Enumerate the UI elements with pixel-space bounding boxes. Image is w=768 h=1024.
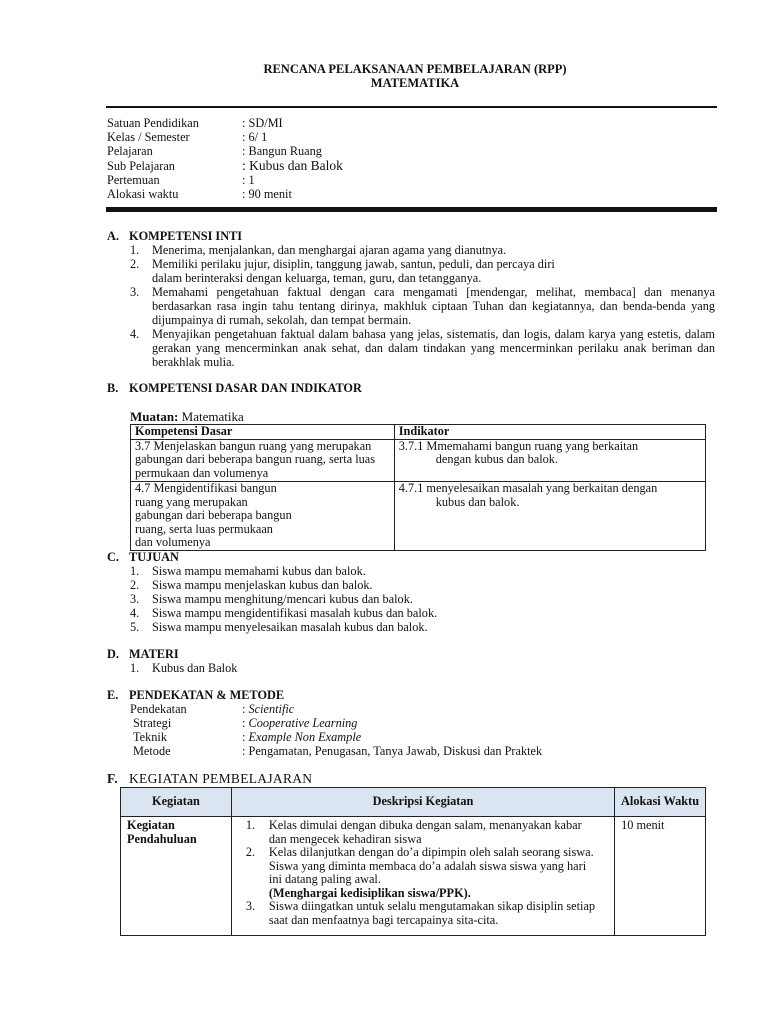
list-text: Siswa mampu menjelaskan kubus dan balok. — [152, 578, 373, 592]
muatan-line — [130, 409, 244, 425]
metode-separator: : — [242, 730, 249, 744]
list-item — [130, 606, 715, 620]
table-cell: Kegiatan Pendahuluan — [121, 817, 232, 936]
list-text: Memahami pengetahuan faktual dengan cara mengamati [mendengar, melihat, membaca] dan menanya berdasarkan rasa ingin tahu tentang dirinya, makhluk ciptaan Tuhan dan kegiatannya, dan benda-benda yang dijumpainya di rumah, sekolah, dan tempat bermain. — [152, 285, 715, 327]
kompetensi-dasar-table — [130, 424, 706, 551]
list-text-continued: dalam berinteraksi dengan keluarga, teman, guru, dan tetangganya. — [152, 271, 482, 285]
metode-value-text: Pengamatan, Penugasan, Tanya Jawab, Diskusi dan Praktek — [248, 744, 543, 758]
indikator-text-continued: dengan kubus dan balok. — [435, 452, 559, 466]
metode-value — [242, 730, 361, 744]
metode-separator: : — [242, 744, 249, 758]
section-title: KOMPETENSI DASAR DAN INDIKATOR — [129, 381, 362, 395]
kompetensi-inti-list — [130, 243, 715, 369]
list-text: Siswa mampu menghitung/mencari kubus dan balok. — [152, 592, 413, 606]
top-rule — [106, 106, 717, 108]
metode-label: Pendekatan — [130, 702, 187, 716]
table-header: Kegiatan — [121, 788, 232, 817]
metode-label: Metode — [133, 744, 171, 758]
list-item — [130, 243, 715, 257]
section-e-heading — [107, 688, 284, 703]
list-number: 4. — [130, 327, 140, 341]
list-number: 3. — [130, 285, 140, 299]
list-number: 2. — [245, 845, 256, 859]
metode-label: Teknik — [133, 730, 167, 744]
list-item — [238, 900, 600, 927]
table-header: Indikator — [394, 425, 705, 440]
list-text: Kelas dilanjutkan dengan do’a dipimpin oleh salah seorang siswa. Siswa yang diminta membaca do’a adalah siswa siswa yang hari ini datang paling awal. — [268, 845, 594, 886]
list-text: Kelas dimulai dengan dibuka dengan salam, menanyakan kabar dan mengecek kehadiran siswa — [268, 818, 582, 846]
identity-value: : Kubus dan Balok — [242, 158, 343, 173]
metode-separator: : — [242, 702, 249, 716]
table-header: Alokasi Waktu — [615, 788, 706, 817]
metode-value — [242, 702, 294, 716]
table-cell: 4.7 Mengidentifikasi bangun ruang yang merupakan gabungan dari beberapa bangun ruang, serta luas permukaan dan volumenya — [131, 482, 395, 551]
section-letter: F. — [107, 771, 118, 786]
indikator-text: 3.7.1 Mmemahami bangun ruang yang berkaitan — [398, 438, 639, 453]
identity-value: : 6/ 1 — [242, 130, 268, 144]
table-cell: 3.7 Menjelaskan bangun ruang yang merupakan gabungan dari beberapa bangun ruang, serta luas permukaan dan volumenya — [131, 439, 395, 482]
section-title: PENDEKATAN & METODE — [129, 688, 285, 702]
list-number: 3. — [130, 592, 140, 606]
list-item — [130, 257, 715, 285]
table-cell — [394, 482, 705, 551]
metode-value — [242, 744, 542, 758]
identity-value: : SD/MI — [242, 116, 283, 130]
section-title: TUJUAN — [129, 550, 179, 564]
muatan-label: Muatan: — [130, 409, 179, 424]
section-a-heading — [107, 229, 242, 244]
identity-label: Satuan Pendidikan — [107, 116, 199, 130]
list-text: Kubus dan Balok — [152, 661, 238, 675]
identity-label: Alokasi waktu — [107, 187, 179, 201]
metode-value-text: Cooperative Learning — [248, 716, 358, 730]
thick-rule — [106, 207, 717, 212]
metode-label: Strategi — [133, 716, 172, 730]
table-header: Kompetensi Dasar — [131, 425, 395, 440]
list-text: Siswa diingatkan untuk selalu mengutamakan sikap disiplin setiap saat dan menfaatnya bagi tercapainya sita-cita. — [268, 899, 596, 927]
list-item — [238, 846, 600, 900]
section-b-heading — [107, 381, 362, 396]
identity-value: : 1 — [242, 173, 255, 187]
section-c-heading — [107, 550, 179, 565]
table-row — [121, 817, 706, 936]
section-title: KEGIATAN PEMBELAJARAN — [129, 771, 313, 786]
list-item — [130, 327, 715, 369]
table-cell: 10 menit — [615, 817, 706, 936]
metode-separator: : — [242, 716, 249, 730]
section-letter: C. — [107, 550, 119, 564]
muatan-value: Matematika — [178, 409, 244, 424]
list-item — [130, 620, 715, 634]
table-cell — [231, 817, 614, 936]
list-number: 1. — [245, 818, 256, 832]
list-item — [130, 564, 715, 578]
document-title: RENCANA PELAKSANAAN PEMBELAJARAN (RPP) — [263, 62, 567, 76]
list-item — [130, 285, 715, 327]
list-number: 2. — [130, 578, 140, 592]
table-cell — [394, 439, 705, 482]
list-item — [130, 592, 715, 606]
identity-label: Kelas / Semester — [107, 130, 190, 144]
list-number: 5. — [130, 620, 140, 634]
list-item — [238, 819, 600, 846]
section-letter: D. — [107, 647, 119, 661]
section-f-heading — [107, 771, 312, 787]
table-header: Deskripsi Kegiatan — [231, 788, 614, 817]
metode-value — [242, 716, 357, 730]
identity-label: Sub Pelajaran — [107, 159, 175, 173]
deskripsi-list — [238, 819, 600, 927]
list-text: Menyajikan pengetahuan faktual dalam bahasa yang jelas, sistematis, dan logis, dalam karya yang estetis, dalam gerakan yang mencerminkan anak sehat, dan dalam tindakan yang mencerminkan perilaku anak beriman dan berakhlak mulia. — [152, 327, 715, 369]
list-number: 1. — [130, 243, 140, 257]
identity-label: Pertemuan — [107, 173, 160, 187]
table-header-row — [131, 425, 706, 440]
section-letter: E. — [107, 688, 119, 702]
kegiatan-table — [120, 787, 706, 936]
list-text: Siswa mampu memahami kubus dan balok. — [152, 564, 366, 578]
tujuan-list — [130, 564, 715, 634]
table-row — [131, 439, 706, 482]
identity-label: Pelajaran — [107, 144, 153, 158]
list-number: 4. — [130, 606, 140, 620]
identity-value: : 90 menit — [242, 187, 292, 201]
ppk-note: (Menghargai kedisiplikan siswa/PPK). — [268, 885, 471, 900]
document-subtitle: MATEMATIKA — [370, 76, 460, 90]
list-number: 1. — [130, 564, 140, 578]
metode-value-text: Example Non Example — [248, 730, 362, 744]
section-title: KOMPETENSI INTI — [129, 229, 243, 243]
list-text: Menerima, menjalankan, dan menghargai ajaran agama yang dianutnya. — [152, 243, 507, 257]
list-number: 3. — [245, 899, 256, 913]
metode-value-text: Scientific — [248, 702, 295, 716]
section-d-heading — [107, 647, 179, 662]
materi-list — [130, 661, 715, 675]
list-item — [130, 578, 715, 592]
indikator-text: 4.7.1 menyelesaikan masalah yang berkaitan dengan — [398, 481, 658, 495]
list-text: Memiliki perilaku jujur, disiplin, tanggung jawab, santun, peduli, dan percaya diri — [152, 257, 555, 271]
indikator-text-continued: kubus dan balok. — [435, 494, 520, 509]
table-header-row — [121, 788, 706, 817]
list-number: 2. — [130, 257, 140, 271]
list-item — [130, 661, 715, 675]
section-letter: A. — [107, 229, 119, 243]
list-number: 1. — [130, 661, 140, 675]
table-row — [131, 482, 706, 551]
list-text: Siswa mampu menyelesaikan masalah kubus dan balok. — [152, 620, 428, 634]
section-title: MATERI — [129, 647, 179, 661]
section-letter: B. — [107, 381, 119, 395]
list-text: Siswa mampu mengidentifikasi masalah kubus dan balok. — [152, 606, 438, 620]
identity-value: : Bangun Ruang — [242, 144, 322, 158]
